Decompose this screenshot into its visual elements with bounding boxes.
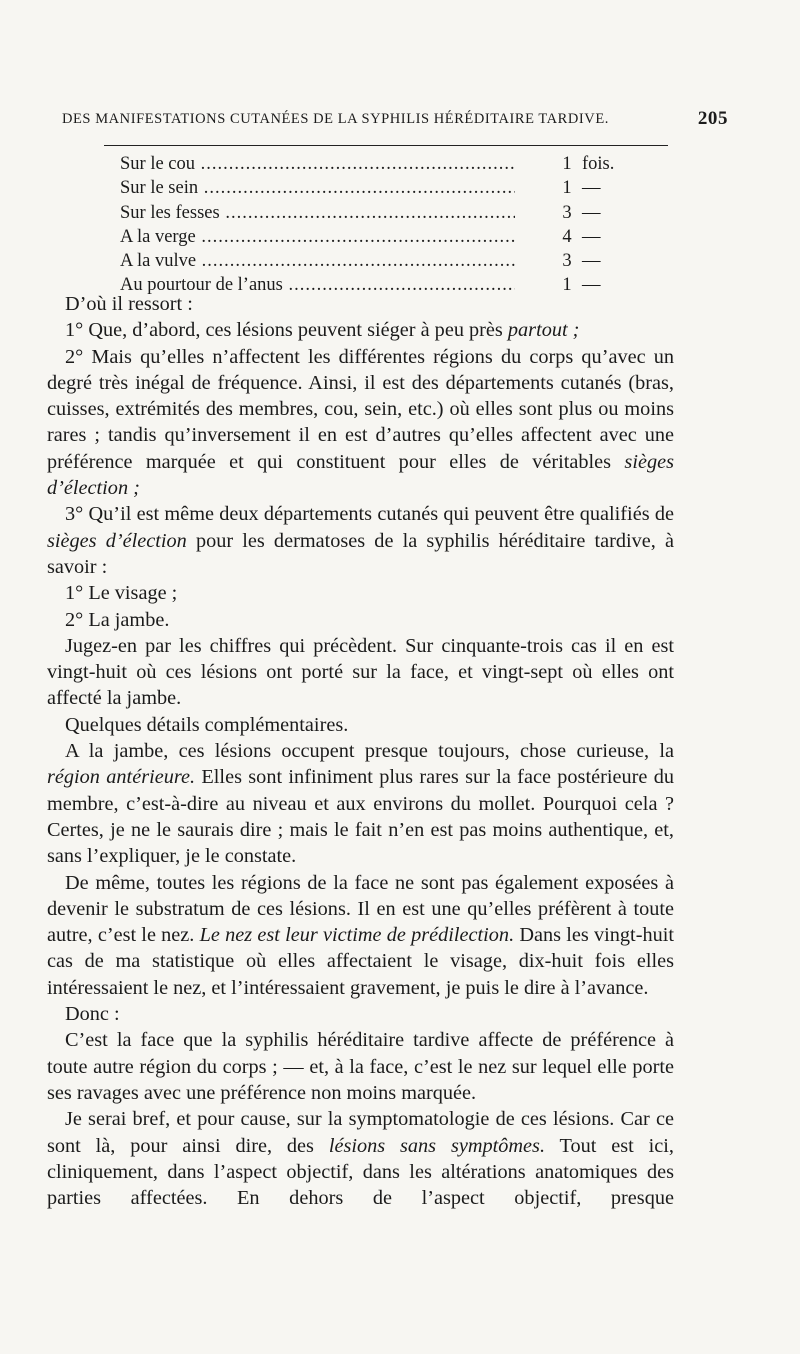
text-run: D’où il ressort :: [65, 293, 193, 315]
text-run: 3° Qu’il est même deux départements cutanés qui peuvent être qualifiés de: [65, 503, 674, 526]
location-statistics: [120, 152, 615, 298]
running-title: DES MANIFESTATIONS CUTANÉES DE LA SYPHILIS HÉRÉDITAIRE TARDIVE.: [62, 111, 609, 127]
stat-count: 1: [562, 275, 572, 296]
text-run: 1° Le visage ;: [65, 582, 178, 605]
text-run: A la jambe, ces lésions occupent presque toujours, chose curieuse, la: [65, 740, 674, 763]
emphasis: lésions sans symptômes.: [328, 1134, 546, 1157]
text-run: pour les dermatoses de la syphilis héréditaire tardive, à savoir :: [47, 529, 674, 578]
stat-label: Sur le cou .....: [120, 152, 515, 176]
paragraph: [47, 501, 674, 580]
paragraph: [47, 870, 674, 1001]
text-run: 2° La jambe.: [65, 608, 170, 631]
text-run: 1° Que, d’abord, ces lésions peuvent siéger à peu près: [65, 319, 508, 342]
text-run: Jugez-en par les chiffres qui précèdent. Sur cinquante-trois cas il en est vingt-huit où ces lésions ont porté sur la face, et vingt-sept où elles ont affecté la jambe.: [47, 634, 674, 710]
stat-count: 1: [562, 154, 572, 174]
running-head: [62, 108, 728, 129]
paragraph: [47, 1106, 674, 1211]
text-run: C’est la face que la syphilis héréditaire tardive affecte de préférence à toute autre région du corps ; — et, à la face, c’est le nez sur lequel elle porte ses ravages avec une préférence non moins marquée.: [47, 1029, 674, 1104]
paragraph: [47, 1027, 674, 1106]
stat-unit: —: [582, 178, 601, 199]
text-run: 2° Mais qu’elles n’affectent les différentes régions du corps qu’avec un degré très inégal de fréquence. Ainsi, il est des départements cutanés (bras, cuisses, extrémités des membres, cou, sein, etc.) où elles sont plus ou moins rares ; tandis qu’inversement il en est d’autres qu’elles affectent avec une préférence marquée et qui constituent pour elles de véritables: [47, 345, 674, 473]
stat-label: Au pourtour de l’anus .....: [120, 273, 515, 297]
emphasis: Le nez est leur victime de prédilection.: [199, 924, 515, 947]
stat-row: [120, 152, 615, 176]
text-run: Quelques détails complémentaires.: [65, 713, 349, 736]
emphasis: partout ;: [507, 319, 580, 342]
body-text: [47, 291, 674, 1211]
stat-label: Sur le sein .....: [120, 176, 515, 200]
text-run: Tout est ici, cliniquement, dans l’aspect objectif, dans les altérations anatomiques des parties affectées. En dehors de l’aspect objectif, presque: [47, 1134, 674, 1210]
stat-unit: fois.: [582, 154, 615, 174]
stat-row: [120, 176, 600, 200]
stat-label: A la vulve .....: [120, 249, 515, 273]
paragraph: [47, 1001, 674, 1027]
paragraph: [47, 738, 674, 869]
stat-label: Sur les fesses .....: [120, 201, 515, 225]
paragraph: [47, 291, 674, 317]
text-run: Je serai bref, et pour cause, sur la symptomatologie de ces lésions. Car ce sont là, pour ainsi dire, des: [47, 1108, 674, 1157]
stat-unit: —: [582, 275, 601, 296]
stat-row: [120, 249, 600, 273]
text-run: De même, toutes les régions de la face ne sont pas également exposées à devenir le substratum de ces lésions. Il en est une qu’elles préfèrent à toute autre, c’est le nez.: [47, 871, 674, 947]
page-number: 205: [697, 108, 728, 129]
emphasis: sièges d’élection: [47, 529, 187, 552]
stat-unit: —: [582, 226, 601, 247]
stat-unit: —: [582, 251, 601, 272]
stat-row: [120, 201, 600, 225]
stat-count: 3: [562, 251, 572, 272]
paragraph: [47, 580, 674, 606]
stat-count: 3: [562, 202, 572, 223]
stat-label: A la verge .....: [120, 225, 515, 249]
paragraph: [47, 712, 674, 738]
paragraph: [47, 344, 674, 502]
emphasis: sièges d’élection ;: [47, 450, 674, 500]
stat-count: 1: [562, 178, 572, 199]
stat-unit: —: [582, 202, 601, 223]
paragraph: [47, 633, 674, 712]
paragraph: [47, 607, 674, 633]
emphasis: région antérieure.: [47, 766, 196, 789]
text-run: Dans les vingt-huit cas de ma statistique où elles affectaient le visage, dix-huit fois elles intéressaient le nez, et l’intéressaient gravement, je puis le dire à l’avance.: [47, 924, 674, 999]
stat-row: [120, 225, 600, 249]
text-run: Donc :: [65, 1003, 120, 1026]
header-rule: [104, 145, 668, 146]
text-run: Elles sont infiniment plus rares sur la face postérieure du membre, c’est-à-dire au niveau et aux environs du mollet. Pourquoi cela ? Certes, je ne le saurais dire ; mais le fait n’en est pas moins authentique, et, sans l’expliquer, je le constate.: [47, 766, 674, 868]
stat-count: 4: [562, 226, 572, 247]
paragraph: [47, 317, 674, 343]
